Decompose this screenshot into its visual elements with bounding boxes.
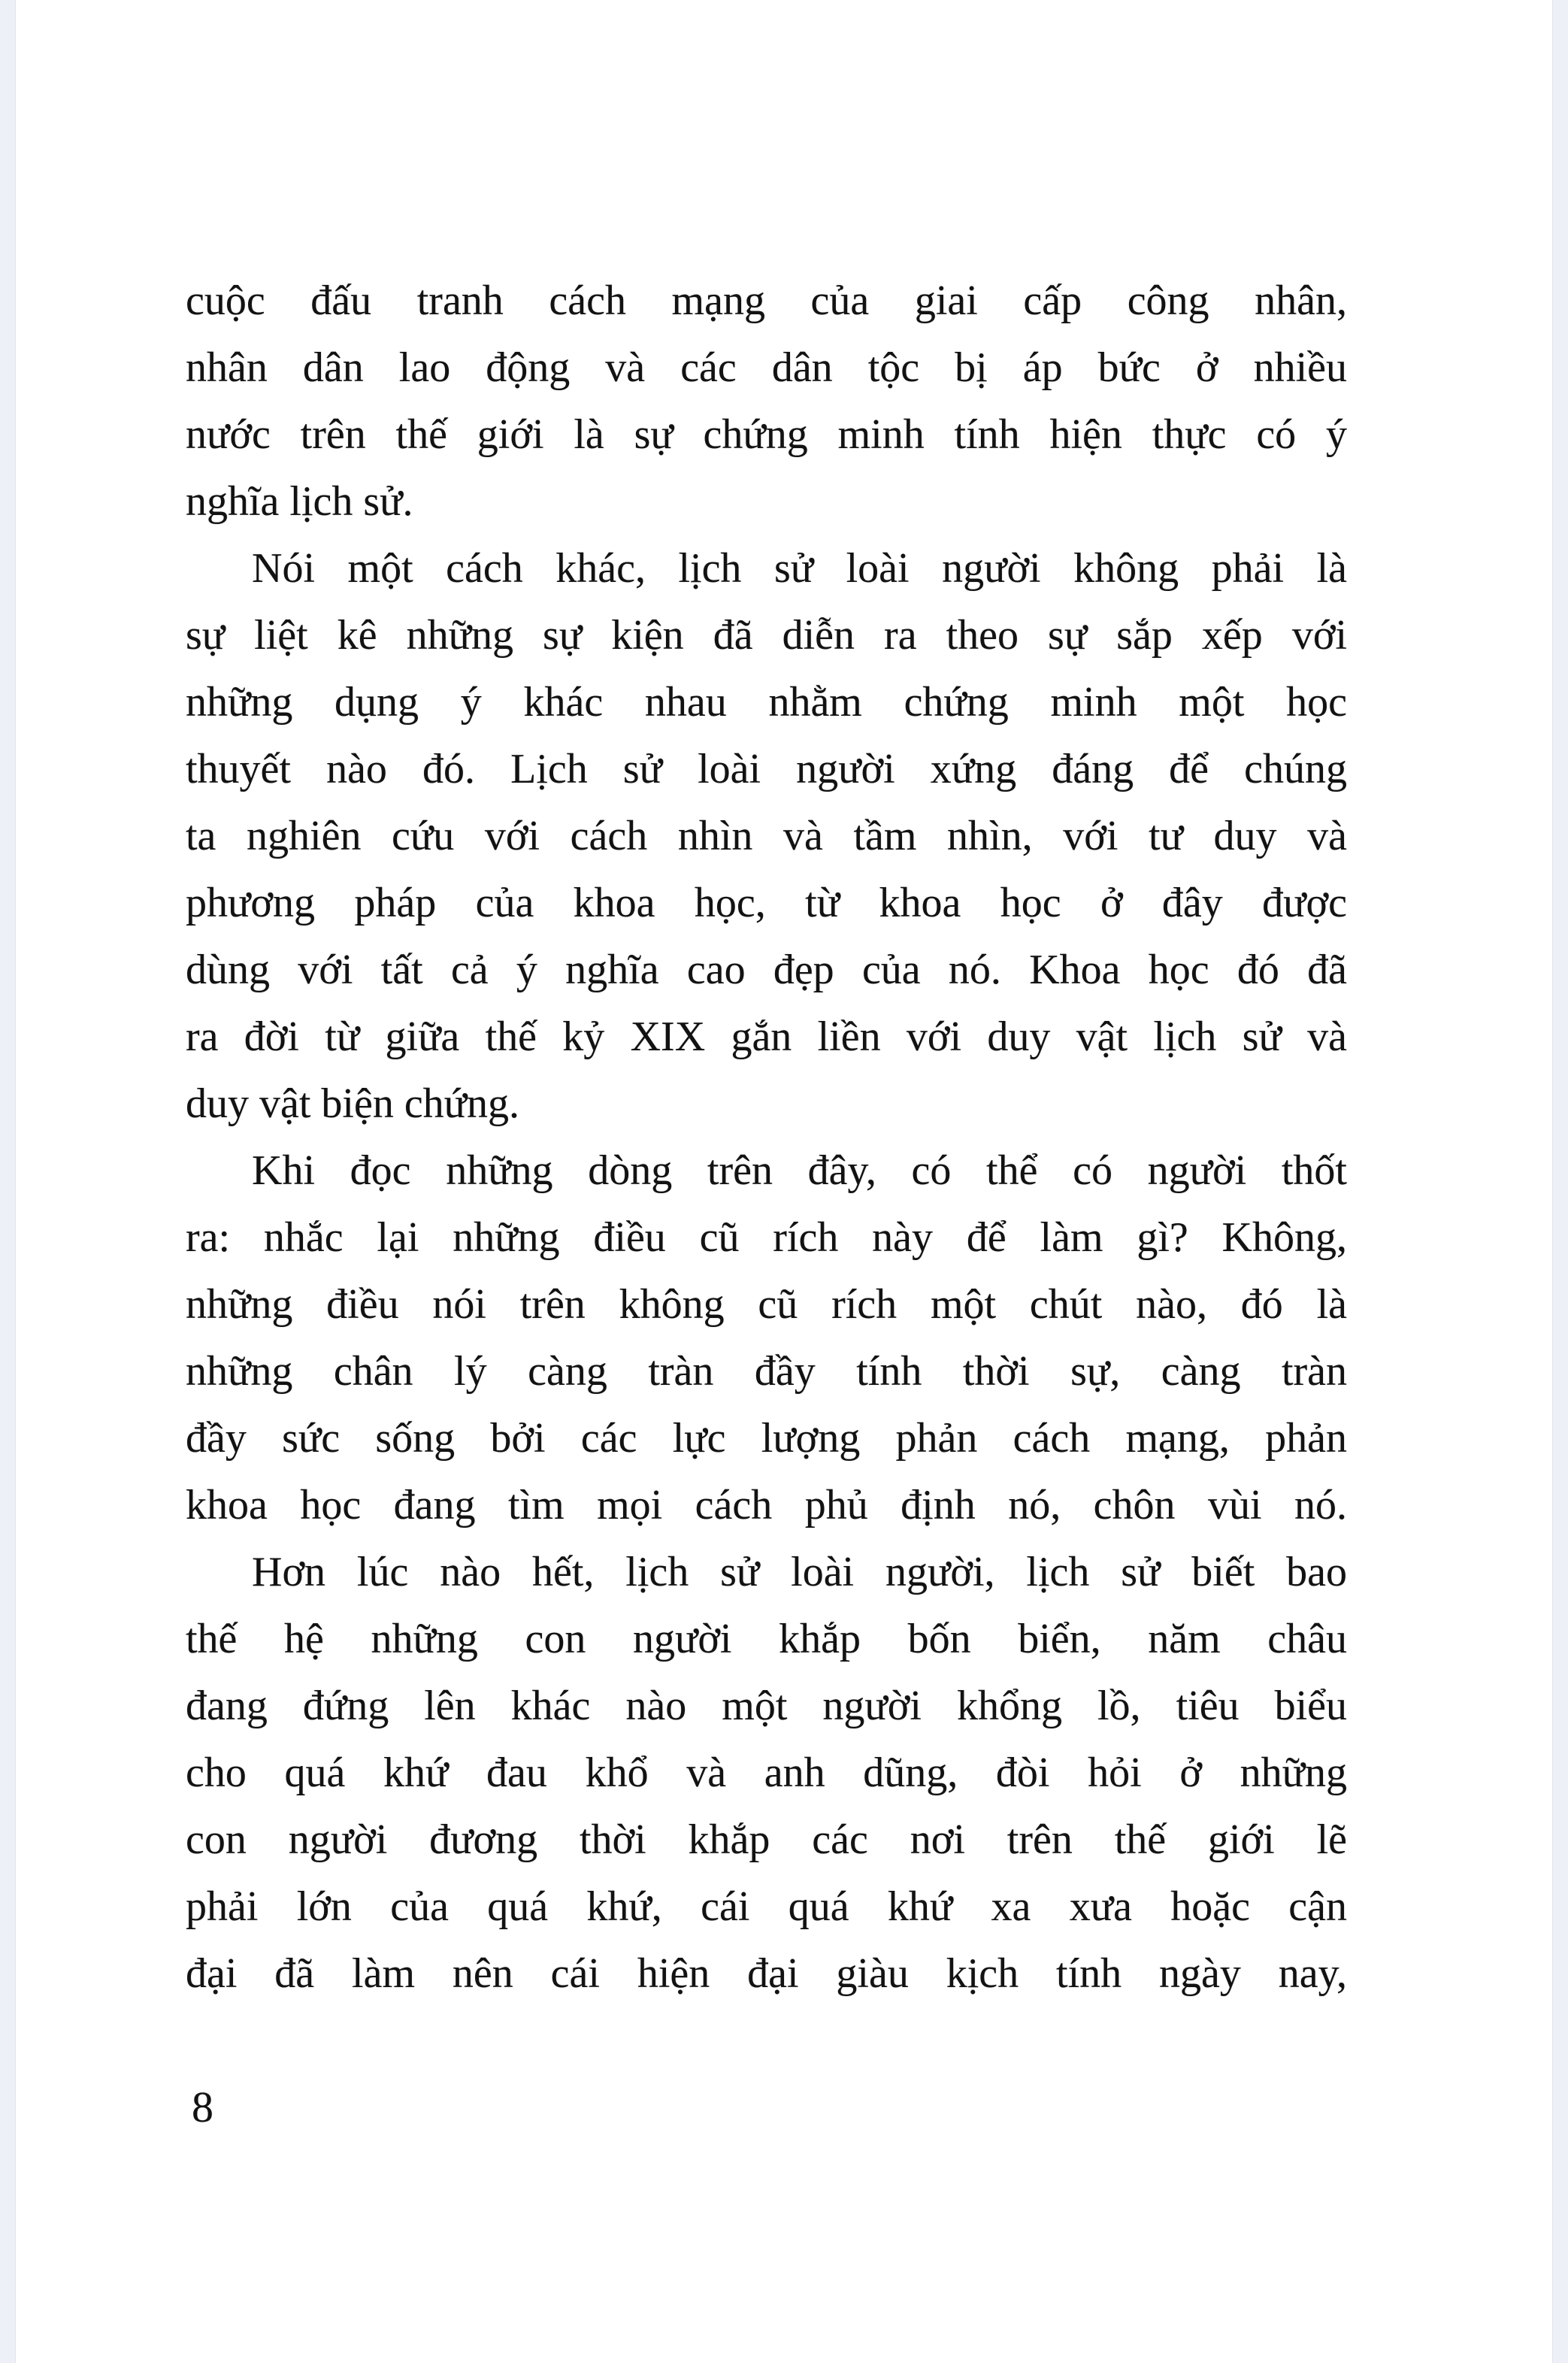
text-line: thế hệ những con người khắp bốn biển, năm châu <box>186 1616 1347 1662</box>
text-line: thuyết nào đó. Lịch sử loài người xứng đáng để chúng <box>186 746 1347 792</box>
text-line: Khi đọc những dòng trên đây, có thể có người thốt <box>252 1147 1347 1194</box>
text-line: phải lớn của quá khứ, cái quá khứ xa xưa hoặc cận <box>186 1883 1347 1930</box>
text-line: dùng với tất cả ý nghĩa cao đẹp của nó. Khoa học đó đã <box>186 947 1347 993</box>
left-margin-strip <box>0 0 16 2363</box>
text-line: nghĩa lịch sử. <box>186 478 413 525</box>
text-line: duy vật biện chứng. <box>186 1080 520 1127</box>
text-line: Hơn lúc nào hết, lịch sử loài người, lịch sử biết bao <box>252 1549 1347 1595</box>
body-text <box>186 268 1347 2007</box>
text-line: khoa học đang tìm mọi cách phủ định nó, chôn vùi nó. <box>186 1482 1347 1528</box>
text-line: nước trên thế giới là sự chứng minh tính hiện thực có ý <box>186 411 1347 458</box>
text-line: ta nghiên cứu với cách nhìn và tầm nhìn, với tư duy và <box>186 813 1347 859</box>
text-line: sự liệt kê những sự kiện đã diễn ra theo sự sắp xếp với <box>186 612 1347 659</box>
text-line: Nói một cách khác, lịch sử loài người không phải là <box>252 545 1347 592</box>
text-line: ra: nhắc lại những điều cũ rích này để làm gì? Không, <box>186 1214 1347 1261</box>
page-number: 8 <box>192 2083 213 2131</box>
right-margin-strip <box>1552 0 1568 2363</box>
text-line: con người đương thời khắp các nơi trên thế giới lẽ <box>186 1816 1347 1863</box>
text-line: những điều nói trên không cũ rích một chút nào, đó là <box>186 1281 1347 1328</box>
text-line: đang đứng lên khác nào một người khổng lồ, tiêu biểu <box>186 1683 1347 1729</box>
text-line: nhân dân lao động và các dân tộc bị áp bức ở nhiều <box>186 344 1347 391</box>
text-line: cuộc đấu tranh cách mạng của giai cấp công nhân, <box>186 277 1347 324</box>
text-line: đại đã làm nên cái hiện đại giàu kịch tính ngày nay, <box>186 1950 1347 1997</box>
text-line: ra đời từ giữa thế kỷ XIX gắn liền với duy vật lịch sử và <box>186 1013 1347 1060</box>
text-line: cho quá khứ đau khổ và anh dũng, đòi hỏi ở những <box>186 1750 1347 1796</box>
text-line: phương pháp của khoa học, từ khoa học ở đây được <box>186 880 1347 926</box>
text-line: đầy sức sống bởi các lực lượng phản cách mạng, phản <box>186 1415 1347 1462</box>
text-line: những dụng ý khác nhau nhằm chứng minh một học <box>186 679 1347 726</box>
text-line: những chân lý càng tràn đầy tính thời sự, càng tràn <box>186 1348 1347 1395</box>
